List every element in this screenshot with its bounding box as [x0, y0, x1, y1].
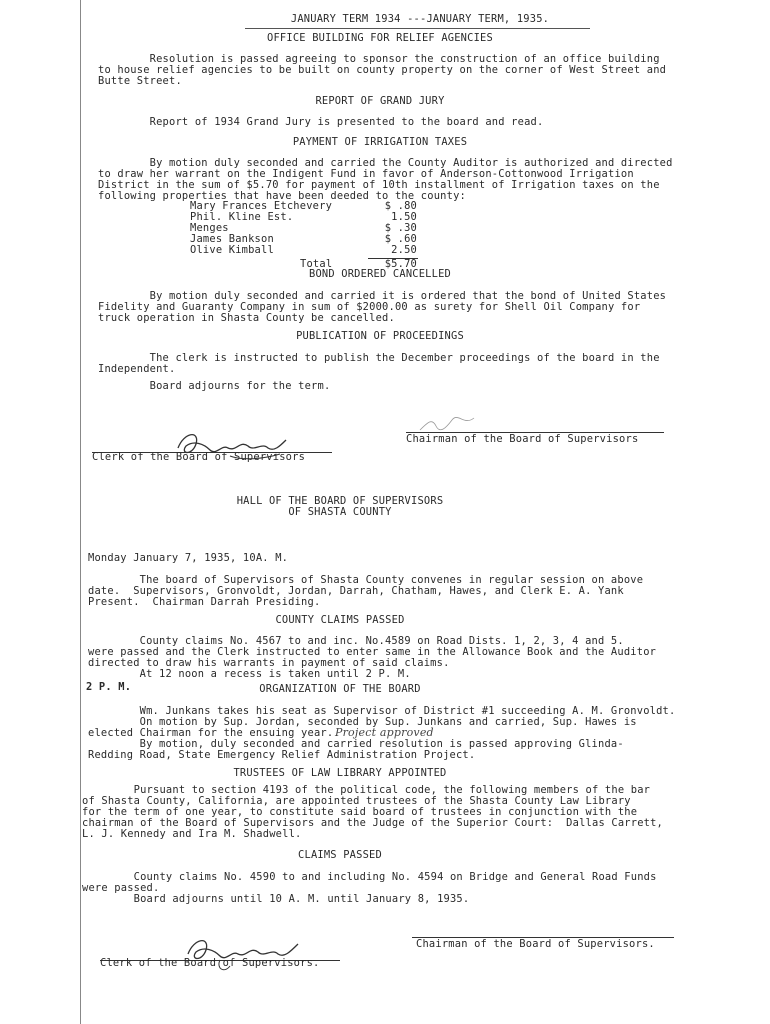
- claims-line-1: County claims No. 4567 to and inc. No.4589 on Road Dists. 1, 2, 3, 4 and 5.: [88, 635, 624, 647]
- bond-line-3: truck operation in Shasta County be cancelled.: [98, 312, 395, 324]
- property-amount: 2.50: [391, 244, 417, 256]
- margin-note: 2 P. M.: [86, 681, 132, 693]
- publication-line-1: The clerk is instructed to publish the December proceedings of the board in the: [98, 352, 660, 364]
- claims2-line-2: were passed.: [82, 882, 160, 894]
- clerk-caption: Clerk of the Board of Supervisors: [92, 451, 306, 463]
- grand-jury-text: Report of 1934 Grand Jury is presented to the board and read.: [98, 116, 544, 128]
- irrigation-line-3: District in the sum of $5.70 for payment of 10th installment of Irrigation taxes on the: [98, 179, 660, 191]
- irrigation-line-2: to draw her warrant on the Indigent Fund in favor of Anderson-Cottonwood Irrigation: [98, 168, 634, 180]
- margin-rule: [80, 0, 81, 1024]
- property-name: Olive Kimball: [190, 244, 274, 256]
- organization-line-3: elected Chairman for the ensuing year.: [88, 727, 334, 739]
- irrigation-line-4: following properties that have been deeded to the county:: [98, 190, 466, 202]
- grand-jury-heading: REPORT OF GRAND JURY: [315, 95, 445, 107]
- organization-line-4: By motion, duly seconded and carried resolution is passed approving Glinda-: [88, 738, 624, 750]
- organization-heading: ORGANIZATION OF THE BOARD: [259, 683, 421, 695]
- handwritten-note: Project approved: [335, 726, 434, 739]
- property-name: James Bankson: [190, 233, 274, 245]
- claims-line-4: At 12 noon a recess is taken until 2 P. M.: [88, 668, 411, 680]
- trustees-line-2: of Shasta County, California, are appointed trustees of the Shasta County Law Library: [82, 795, 631, 807]
- organization-line-1: Wm. Junkans takes his seat as Supervisor of District #1 succeeding A. M. Gronvoldt.: [88, 705, 676, 717]
- total-label: Total: [300, 258, 333, 270]
- organization-line-2: On motion by Sup. Jordan, seconded by Sup. Junkans and carried, Sup. Hawes is: [88, 716, 637, 728]
- property-name: Mary Frances Etchevery: [190, 200, 333, 212]
- property-amount: $ .30: [384, 222, 417, 234]
- office-heading: OFFICE BUILDING FOR RELIEF AGENCIES: [267, 32, 493, 44]
- header-rule: [245, 28, 590, 29]
- claims-heading: COUNTY CLAIMS PASSED: [275, 614, 405, 626]
- property-amount: 1.50: [391, 211, 417, 223]
- trustees-line-4: chairman of the Board of Supervisors and the Judge of the Superior Court: Dallas Carrett,: [82, 817, 664, 829]
- office-line-2: to house relief agencies to be built on county property on the corner of West Street and: [98, 64, 667, 76]
- bond-heading: BOND ORDERED CANCELLED: [308, 268, 452, 280]
- hall-heading: HALL OF THE BOARD OF SUPERVISORS: [236, 495, 444, 507]
- organization-line-5: Redding Road, State Emergency Relief Administration Project.: [88, 749, 476, 761]
- publication-line-2: Independent.: [98, 363, 176, 375]
- total-amount: $5.70: [384, 258, 417, 270]
- office-line-1: Resolution is passed agreeing to sponsor the construction of an office building: [98, 53, 660, 65]
- bond-line-1: By motion duly seconded and carried it is ordered that the bond of United States: [98, 290, 667, 302]
- convene-line-2: date. Supervisors, Gronvoldt, Jordan, Darrah, Chatham, Hawes, and Clerk E. A. Yank: [88, 585, 624, 597]
- trustees-heading: TRUSTEES OF LAW LIBRARY APPOINTED: [233, 767, 447, 779]
- trustees-line-3: for the term of one year, to constitute said board of trustees in conjunction with the: [82, 806, 638, 818]
- irrigation-heading: PAYMENT OF IRRIGATION TAXES: [292, 136, 468, 148]
- term-header: JANUARY TERM 1934 ---JANUARY TERM, 1935.: [290, 13, 550, 25]
- claims2-line-3: Board adjourns until 10 A. M. until January 8, 1935.: [82, 893, 470, 905]
- property-amount: $ .60: [384, 233, 417, 245]
- property-amount: $ .80: [384, 200, 417, 212]
- trustees-line-5: L. J. Kennedy and Ira M. Shadwell.: [82, 828, 302, 840]
- county-heading: OF SHASTA COUNTY: [288, 506, 392, 518]
- claims-line-3: directed to draw his warrants in payment of said claims.: [88, 657, 450, 669]
- trustees-line-1: Pursuant to section 4193 of the political code, the following members of the bar: [82, 784, 651, 796]
- bond-line-2: Fidelity and Guaranty Company in sum of $2000.00 as surety for Shell Oil Company for: [98, 301, 641, 313]
- chairman2-caption: Chairman of the Board of Supervisors.: [416, 938, 655, 950]
- property-name: Phil. Kline Est.: [190, 211, 294, 223]
- claims-line-2: were passed and the Clerk instructed to enter same in the Allowance Book and the Auditor: [88, 646, 657, 658]
- irrigation-line-1: By motion duly seconded and carried the County Auditor is authorized and directed: [98, 157, 673, 169]
- office-line-3: Butte Street.: [98, 75, 182, 87]
- chairman-caption: Chairman of the Board of Supervisors: [406, 433, 639, 445]
- publication-heading: PUBLICATION OF PROCEEDINGS: [296, 330, 464, 342]
- convene-line-1: The board of Supervisors of Shasta County convenes in regular session on above: [88, 574, 644, 586]
- convene-line-3: Present. Chairman Darrah Presiding.: [88, 596, 321, 608]
- claims2-heading: CLAIMS PASSED: [298, 849, 382, 861]
- adjourn-text: Board adjourns for the term.: [98, 380, 331, 392]
- date-line: Monday January 7, 1935, 10A. M.: [88, 552, 289, 564]
- clerk2-caption: Clerk of the Board of Supervisors.: [100, 957, 320, 969]
- property-name: Menges: [190, 222, 229, 234]
- claims2-line-1: County claims No. 4590 to and including No. 4594 on Bridge and General Road Funds: [82, 871, 657, 883]
